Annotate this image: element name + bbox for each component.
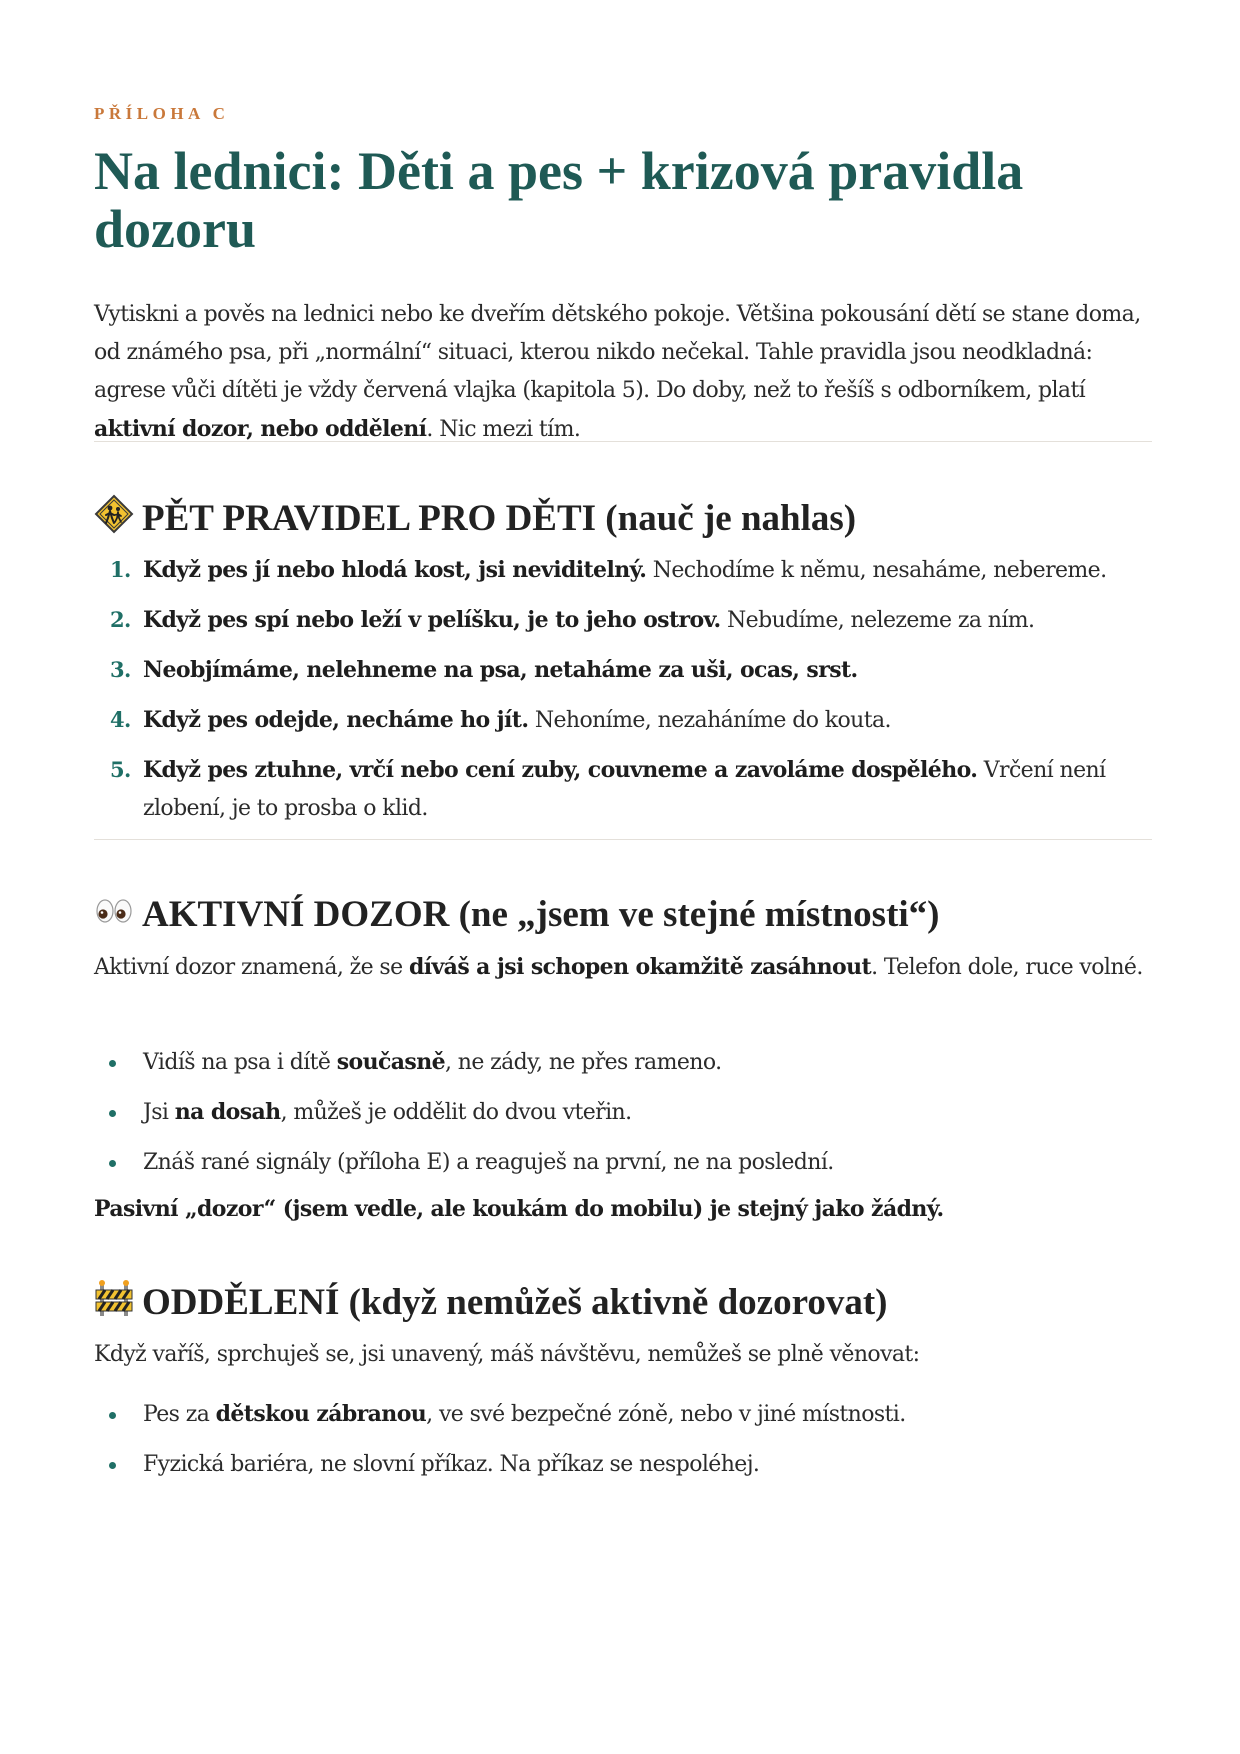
supervision-intro xyxy=(94,948,1152,987)
list-item-bold: Když pes ztuhne, vrčí nebo cení zuby, couvneme a zavoláme dospělého. xyxy=(143,757,978,783)
intro-paragraph xyxy=(94,296,1152,449)
separation-intro: Když vaříš, sprchuješ se, jsi unavený, máš návštěvu, nemůžeš se plně věnovat: xyxy=(94,1342,920,1367)
list-item-text: Vidíš na psa i dítě xyxy=(143,1050,337,1075)
section-heading-rules xyxy=(94,494,856,541)
warning-text: Pasivní „dozor“ (jsem vedle, ale koukám do mobilu) je stejný jako žádný. xyxy=(94,1196,944,1222)
construction-barrier-icon xyxy=(94,1278,138,1318)
list-item-text: Fyzická bariéra, ne slovní příkaz. Na příkaz se nespoléhej. xyxy=(143,1452,760,1477)
text-span: . Telefon dole, ruce volné. xyxy=(871,955,1143,980)
eyes-icon xyxy=(94,890,138,930)
bullet-dot xyxy=(109,1160,116,1167)
list-number: 3. xyxy=(110,657,131,682)
list-number: 1. xyxy=(110,557,131,582)
passive-warning xyxy=(94,1190,1152,1229)
separation-list xyxy=(94,1395,1152,1495)
list-item-text: Jsi xyxy=(143,1100,175,1125)
list-number: 2. xyxy=(110,607,131,632)
list-item xyxy=(94,1043,1152,1082)
list-item-bold: Když pes odejde, necháme ho jít. xyxy=(143,707,529,733)
supervision-list xyxy=(94,1043,1152,1193)
bullet-dot xyxy=(109,1462,116,1469)
text-span: Aktivní dozor znamená, že se xyxy=(94,955,409,980)
list-item xyxy=(94,1395,1152,1434)
section-heading-text: AKTIVNÍ DOZOR (ne „jsem ve stejné místnosti“) xyxy=(142,894,940,935)
list-item xyxy=(94,601,1152,640)
list-item-text: Vrčení není zlobení, je to prosba o klid. xyxy=(143,758,1106,821)
list-item-bold: současně xyxy=(336,1049,445,1075)
bullet-dot xyxy=(109,1412,116,1419)
section-heading-text: PĚT PRAVIDEL PRO DĚTI (nauč je nahlas) xyxy=(142,498,857,539)
list-item-text: Nebudíme, nelezeme za ním. xyxy=(720,608,1035,633)
section-heading-text: ODDĚLENÍ (když nemůžeš aktivně dozorovat) xyxy=(142,1282,888,1323)
intro-text: Vytiskni a pověs na lednici nebo ke dveřím dětského pokoje. Většina pokousání dětí se stane doma, od známého psa, při „normální“ situaci, kterou nikdo nečekal. Tahle pravidla jsou neodkladná: agrese vůči dítěti je vždy červená vlajka (kapitola 5). Do doby, než to řešíš s odborníkem, platí xyxy=(94,302,1141,403)
list-item-text: Nehoníme, nezaháníme do kouta. xyxy=(528,708,891,733)
list-item-text: Nechodíme k němu, nesaháme, nebereme. xyxy=(646,558,1107,583)
text-bold: díváš a jsi schopen okamžitě zasáhnout xyxy=(408,954,872,980)
list-number: 4. xyxy=(110,707,131,732)
rules-list xyxy=(94,551,1152,839)
list-item xyxy=(94,701,1152,740)
list-item xyxy=(94,551,1152,590)
list-item xyxy=(94,751,1152,828)
appendix-label: PŘÍLOHA C xyxy=(94,104,230,123)
children-crossing-icon xyxy=(94,494,138,534)
list-item-text: , ne zády, ne přes rameno. xyxy=(445,1050,722,1075)
page-title: Na lednici: Děti a pes + krizová pravidla dozoru xyxy=(94,141,1024,259)
list-item-bold: dětskou zábranou xyxy=(215,1401,427,1427)
list-item-text: Znáš rané signály (příloha E) a reaguješ na první, ne na poslední. xyxy=(143,1150,834,1175)
list-item-bold: Když pes jí nebo hlodá kost, jsi neviditelný. xyxy=(143,557,647,583)
list-number: 5. xyxy=(110,757,131,782)
list-item-text: , můžeš je oddělit do dvou vteřin. xyxy=(280,1100,632,1125)
list-item xyxy=(94,1445,1152,1484)
list-item-bold: Neobjímáme, nelehneme na psa, netaháme za uši, ocas, srst. xyxy=(143,657,858,683)
list-item-bold: Když pes spí nebo leží v pelíšku, je to jeho ostrov. xyxy=(143,607,721,633)
list-item-text: , ve své bezpečné zóně, nebo v jiné místnosti. xyxy=(426,1402,906,1427)
list-item xyxy=(94,1143,1152,1182)
list-item xyxy=(94,1093,1152,1132)
intro-tail: . Nic mezi tím. xyxy=(426,417,581,442)
bullet-dot xyxy=(109,1110,116,1117)
section-heading-supervision xyxy=(94,890,940,937)
list-item-text: Pes za xyxy=(143,1402,216,1427)
bullet-dot xyxy=(109,1060,116,1067)
intro-bold: aktivní dozor, nebo oddělení xyxy=(94,416,427,442)
list-item xyxy=(94,651,1152,690)
list-item-bold: na dosah xyxy=(174,1099,281,1125)
section-heading-separation xyxy=(94,1278,888,1325)
divider xyxy=(94,441,1152,442)
divider xyxy=(94,839,1152,840)
